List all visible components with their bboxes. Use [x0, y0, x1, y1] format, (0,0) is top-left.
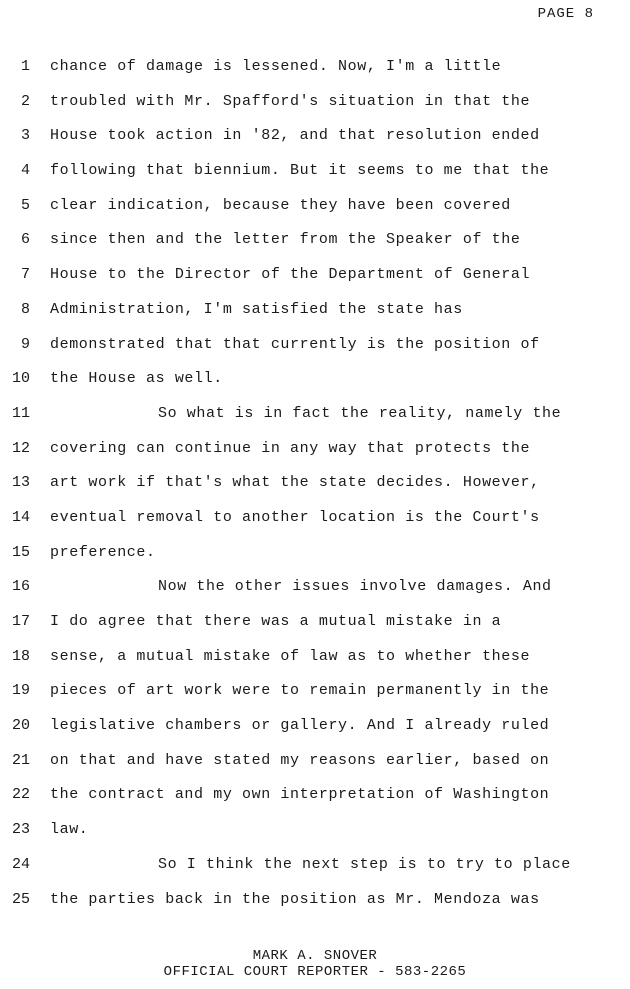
line-number: 6	[20, 231, 30, 249]
line-number: 24	[11, 855, 30, 873]
line-text: chance of damage is lessened. Now, I'm a little	[50, 58, 502, 75]
line-text: Administration, I'm satisfied the state has	[50, 300, 463, 318]
transcript-line	[0, 645, 630, 680]
reporter-name: MARK A. SNOVER	[252, 948, 378, 964]
line-text: following that biennium. But it seems to me that the	[50, 162, 550, 180]
transcript-body	[0, 55, 630, 922]
line-number: 25	[11, 890, 30, 908]
transcript-line	[0, 402, 630, 437]
transcript-line	[0, 679, 630, 714]
line-text: clear indication, because they have been covered	[50, 196, 511, 214]
line-number: 13	[11, 474, 30, 492]
line-number: 12	[11, 439, 30, 457]
transcript-line	[0, 575, 630, 610]
line-number: 4	[20, 162, 30, 180]
line-text: the House as well.	[50, 370, 223, 388]
line-text: on that and have stated my reasons earlier, based on	[50, 751, 550, 769]
transcript-line	[0, 506, 630, 541]
transcript-line	[0, 333, 630, 368]
line-text: sense, a mutual mistake of law as to whether these	[50, 647, 531, 665]
line-number: 9	[20, 335, 30, 353]
page-number: PAGE 8	[537, 6, 594, 22]
line-number: 8	[20, 300, 30, 318]
line-text: House to the Director of the Department of General	[50, 266, 531, 284]
line-number: 23	[11, 821, 30, 839]
line-number: 3	[20, 127, 30, 145]
line-text: legislative chambers or gallery. And I already ruled	[50, 717, 550, 735]
line-number: 18	[11, 647, 30, 665]
line-number: 21	[11, 751, 30, 769]
reporter-title: OFFICIAL COURT REPORTER - 583-2265	[163, 964, 467, 980]
transcript-line	[0, 298, 630, 333]
line-text: troubled with Mr. Spafford's situation in that the	[50, 92, 531, 110]
line-number: 14	[11, 508, 30, 526]
transcript-line	[0, 471, 630, 506]
line-number: 1	[20, 58, 30, 75]
transcript-line	[0, 818, 630, 853]
line-number: 10	[11, 370, 30, 388]
line-text: Now the other issues involve damages. And	[158, 578, 552, 596]
line-text: covering can continue in any way that protects the	[50, 439, 531, 457]
line-number: 22	[11, 786, 30, 804]
transcript-line	[0, 159, 630, 194]
transcript-line	[0, 194, 630, 229]
line-number: 2	[20, 92, 30, 110]
line-text: House took action in '82, and that resolution ended	[50, 127, 540, 145]
line-text: since then and the letter from the Speaker of the	[50, 231, 521, 249]
transcript-line	[0, 783, 630, 818]
line-text: preference.	[50, 543, 156, 561]
transcript-line	[0, 610, 630, 645]
line-text: the contract and my own interpretation of Washington	[50, 786, 550, 804]
line-number: 15	[11, 543, 30, 561]
transcript-line	[0, 888, 630, 923]
line-number: 16	[11, 578, 30, 596]
transcript-line	[0, 437, 630, 472]
footer	[0, 948, 630, 980]
line-text: So I think the next step is to try to place	[158, 855, 571, 873]
transcript-line	[0, 367, 630, 402]
line-text: eventual removal to another location is the Court's	[50, 508, 540, 526]
transcript-line	[0, 853, 630, 888]
line-text: demonstrated that that currently is the position of	[50, 335, 540, 353]
line-text: I do agree that there was a mutual mistake in a	[50, 613, 502, 630]
line-number: 5	[20, 196, 30, 214]
transcript-line	[0, 55, 630, 90]
transcript-line	[0, 228, 630, 263]
transcript-line	[0, 541, 630, 576]
transcript-line	[0, 714, 630, 749]
transcript-line	[0, 124, 630, 159]
line-text: So what is in fact the reality, namely the	[158, 404, 562, 422]
line-number: 7	[20, 266, 30, 284]
line-text: art work if that's what the state decides. However,	[50, 474, 540, 492]
transcript-line	[0, 263, 630, 298]
transcript-line	[0, 90, 630, 125]
line-number: 19	[11, 682, 30, 700]
line-text: pieces of art work were to remain permanently in the	[50, 682, 550, 700]
line-number: 20	[11, 717, 30, 735]
line-text: law.	[50, 821, 89, 839]
line-number: 11	[11, 404, 30, 422]
transcript-line	[0, 749, 630, 784]
line-text: the parties back in the position as Mr. Mendoza was	[50, 890, 540, 908]
line-number: 17	[11, 613, 30, 630]
